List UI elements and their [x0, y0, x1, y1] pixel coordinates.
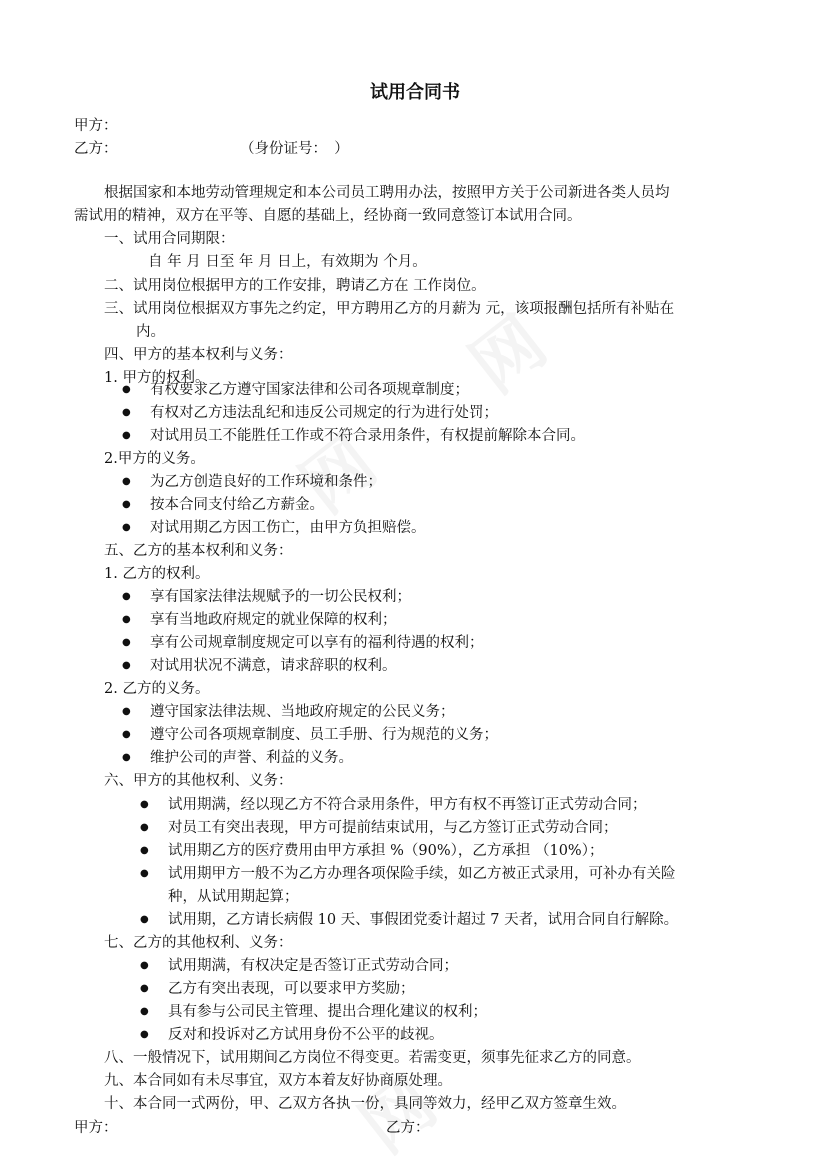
- bullet-icon: ●: [122, 522, 131, 533]
- bullet-icon: ●: [122, 614, 131, 625]
- bullet-icon: ●: [140, 914, 149, 925]
- bullet-icon: ●: [122, 407, 131, 418]
- id-card-label: （身份证号： ）: [240, 141, 349, 157]
- bullet-icon: ●: [140, 1029, 149, 1040]
- list-item: 对试用状况不满意，请求辞职的权利。: [150, 658, 397, 674]
- bullet-icon: ●: [122, 752, 131, 763]
- section-10: 十、本合同一式两份，甲、乙双方各执一份，具同等效力，经甲乙双方签章生效。: [104, 1096, 626, 1112]
- bullet-icon: ●: [122, 591, 131, 602]
- list-item: 有权要求乙方遵守国家法律和公司各项规章制度；: [150, 382, 469, 398]
- list-item: 试用期满，有权决定是否签订正式劳动合同；: [168, 958, 458, 974]
- list-item: 遵守国家法律法规、当地政府规定的公民义务；: [150, 704, 455, 720]
- bullet-icon: ●: [140, 845, 149, 856]
- bullet-icon: ●: [122, 637, 131, 648]
- party-a-label: 甲方：: [74, 118, 118, 134]
- section-3-line-1: 三、试用岗位根据双方事先之约定，甲方聘用乙方的月薪为 元，该项报酬包括所有补贴在: [104, 301, 675, 317]
- document-title: 试用合同书: [370, 82, 460, 103]
- bullet-icon: ●: [140, 960, 149, 971]
- list-item: 有权对乙方违法乱纪和违反公司规定的行为进行处罚；: [150, 405, 498, 421]
- section-5-title: 五、乙方的基本权利和义务：: [104, 543, 293, 559]
- bullet-icon: ●: [140, 1006, 149, 1017]
- section-5-1-title: 1. 乙方的权利。: [104, 566, 210, 582]
- bullet-icon: ●: [122, 660, 131, 671]
- bullet-icon: ●: [140, 822, 149, 833]
- bullet-icon: ●: [122, 706, 131, 717]
- list-item: 享有国家法律法规赋予的一切公民权利；: [150, 589, 411, 605]
- signature-party-a: 甲方：: [74, 1120, 118, 1136]
- list-item: 乙方有突出表现，可以要求甲方奖励；: [168, 981, 415, 997]
- bullet-icon: ●: [122, 499, 131, 510]
- section-4-title: 四、甲方的基本权利与义务：: [104, 347, 293, 363]
- list-item: 反对和投诉对乙方试用身份不公平的歧视。: [168, 1027, 444, 1043]
- list-item: 具有参与公司民主管理、提出合理化建议的权利；: [168, 1004, 487, 1020]
- section-3-line-2: 内。: [136, 324, 165, 340]
- list-item: 维护公司的声誉、利益的义务。: [150, 750, 353, 766]
- list-item: 试用期乙方的医疗费用由甲方承担 %（90%），乙方承担 （10%）；: [168, 843, 604, 859]
- section-5-2-title: 2. 乙方的义务。: [104, 681, 210, 697]
- bullet-icon: ●: [140, 983, 149, 994]
- list-item-continuation: 种，从试用期起算；: [168, 889, 299, 905]
- section-8: 八、一般情况下，试用期间乙方岗位不得变更。若需变更，须事先征求乙方的同意。: [104, 1050, 641, 1066]
- list-item: 按本合同支付给乙方薪金。: [150, 497, 324, 513]
- list-item: 试用期甲方一般不为乙方办理各项保险手续，如乙方被正式录用，可补办有关险: [168, 866, 676, 882]
- list-item: 对员工有突出表现，甲方可提前结束试用，与乙方签订正式劳动合同；: [168, 820, 618, 836]
- intro-line-1: 根据国家和本地劳动管理规定和本公司员工聘用办法，按照甲方关于公司新进各类人员均: [104, 185, 670, 201]
- bullet-icon: ●: [122, 430, 131, 441]
- bullet-icon: ●: [122, 476, 131, 487]
- section-4-2-title: 2.甲方的义务。: [104, 451, 205, 467]
- list-item: 享有公司规章制度规定可以享有的福利待遇的权利；: [150, 635, 484, 651]
- party-b-label: 乙方：: [74, 141, 118, 157]
- list-item: 试用期满，经以现乙方不符合录用条件，甲方有权不再签订正式劳动合同；: [168, 797, 647, 813]
- list-item: 对试用期乙方因工伤亡，由甲方负担赔偿。: [150, 520, 426, 536]
- list-item: 试用期，乙方请长病假 10 天、事假团党委计超过 7 天者，试用合同自行解除。: [168, 912, 679, 928]
- section-1-body: 自 年 月 日至 年 月 日上，有效期为 个月。: [148, 254, 427, 270]
- bullet-icon: ●: [122, 384, 131, 395]
- signature-party-b: 乙方：: [386, 1120, 430, 1136]
- intro-line-2: 需试用的精神，双方在平等、自愿的基础上，经协商一致同意签订本试用合同。: [74, 208, 582, 224]
- list-item: 享有当地政府规定的就业保障的权利；: [150, 612, 397, 628]
- section-9: 九、本合同如有未尽事宜，双方本着友好协商原处理。: [104, 1073, 452, 1089]
- list-item: 为乙方创造良好的工作环境和条件；: [150, 474, 382, 490]
- section-4-1-title: 1. 甲方的权利。: [104, 370, 210, 386]
- section-6-title: 六、甲方的其他权利、义务：: [104, 773, 293, 789]
- bullet-icon: ●: [140, 868, 149, 879]
- list-item: 对试用员工不能胜任工作或不符合录用条件，有权提前解除本合同。: [150, 428, 585, 444]
- list-item: 遵守公司各项规章制度、员工手册、行为规范的义务；: [150, 727, 498, 743]
- bullet-icon: ●: [122, 729, 131, 740]
- section-1-title: 一、试用合同期限：: [104, 231, 235, 247]
- bullet-icon: ●: [140, 799, 149, 810]
- section-7-title: 七、乙方的其他权利、义务：: [104, 935, 293, 951]
- section-2: 二、试用岗位根据甲方的工作安排，聘请乙方在 工作岗位。: [104, 278, 486, 294]
